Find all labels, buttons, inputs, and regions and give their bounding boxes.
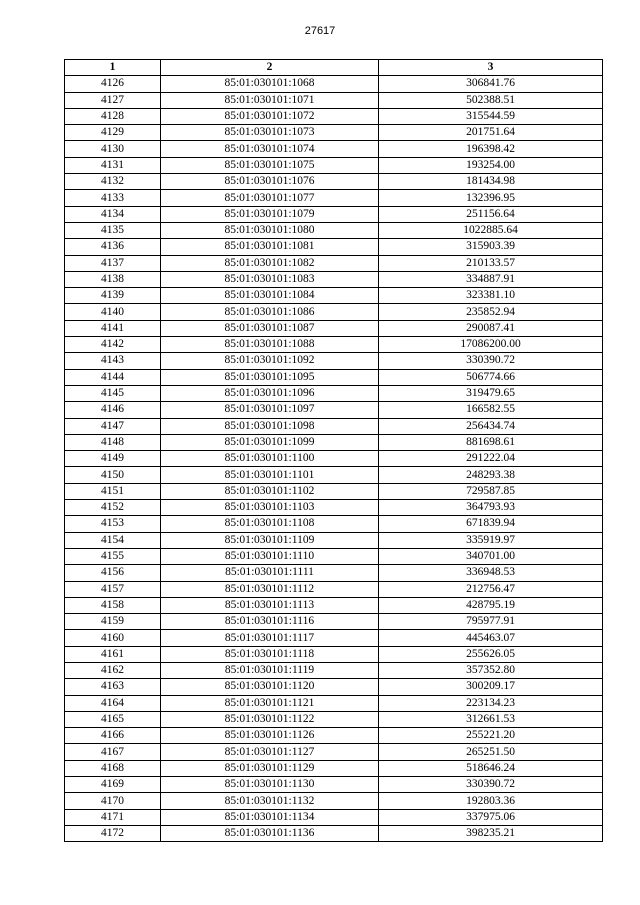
cadastral-number-cell: 85:01:030101:1077 bbox=[161, 190, 379, 206]
row-number-cell: 4136 bbox=[65, 239, 161, 255]
table-row bbox=[65, 565, 603, 581]
table-row bbox=[65, 157, 603, 173]
column-header: 2 bbox=[161, 60, 379, 76]
table-row bbox=[65, 108, 603, 124]
value-cell: 518646.24 bbox=[379, 760, 603, 776]
cadastral-number-cell: 85:01:030101:1136 bbox=[161, 825, 379, 841]
row-number-cell: 4157 bbox=[65, 581, 161, 597]
value-cell: 334887.91 bbox=[379, 271, 603, 287]
cadastral-number-cell: 85:01:030101:1098 bbox=[161, 418, 379, 434]
row-number-cell: 4172 bbox=[65, 825, 161, 841]
value-cell: 398235.21 bbox=[379, 825, 603, 841]
row-number-cell: 4128 bbox=[65, 108, 161, 124]
cadastral-number-cell: 85:01:030101:1096 bbox=[161, 385, 379, 401]
table-row bbox=[65, 760, 603, 776]
cadastral-number-cell: 85:01:030101:1101 bbox=[161, 467, 379, 483]
value-cell: 212756.47 bbox=[379, 581, 603, 597]
row-number-cell: 4150 bbox=[65, 467, 161, 483]
cadastral-number-cell: 85:01:030101:1113 bbox=[161, 597, 379, 613]
row-number-cell: 4141 bbox=[65, 320, 161, 336]
value-cell: 506774.66 bbox=[379, 369, 603, 385]
row-number-cell: 4130 bbox=[65, 141, 161, 157]
cadastral-number-cell: 85:01:030101:1068 bbox=[161, 76, 379, 92]
row-number-cell: 4161 bbox=[65, 646, 161, 662]
row-number-cell: 4158 bbox=[65, 597, 161, 613]
table-row bbox=[65, 532, 603, 548]
value-cell: 340701.00 bbox=[379, 548, 603, 564]
value-cell: 336948.53 bbox=[379, 565, 603, 581]
value-cell: 330390.72 bbox=[379, 353, 603, 369]
value-cell: 795977.91 bbox=[379, 614, 603, 630]
value-cell: 315544.59 bbox=[379, 108, 603, 124]
table-row bbox=[65, 288, 603, 304]
table-row bbox=[65, 402, 603, 418]
cadastral-number-cell: 85:01:030101:1117 bbox=[161, 630, 379, 646]
cadastral-number-cell: 85:01:030101:1079 bbox=[161, 206, 379, 222]
row-number-cell: 4171 bbox=[65, 809, 161, 825]
table-row bbox=[65, 125, 603, 141]
row-number-cell: 4162 bbox=[65, 662, 161, 678]
table-row bbox=[65, 320, 603, 336]
row-number-cell: 4165 bbox=[65, 711, 161, 727]
cadastral-number-cell: 85:01:030101:1082 bbox=[161, 255, 379, 271]
row-number-cell: 4142 bbox=[65, 337, 161, 353]
table-row bbox=[65, 337, 603, 353]
cadastral-number-cell: 85:01:030101:1127 bbox=[161, 744, 379, 760]
row-number-cell: 4135 bbox=[65, 222, 161, 238]
value-cell: 223134.23 bbox=[379, 695, 603, 711]
row-number-cell: 4170 bbox=[65, 793, 161, 809]
value-cell: 364793.93 bbox=[379, 500, 603, 516]
value-cell: 290087.41 bbox=[379, 320, 603, 336]
table-row bbox=[65, 793, 603, 809]
value-cell: 17086200.00 bbox=[379, 337, 603, 353]
cadastral-number-cell: 85:01:030101:1097 bbox=[161, 402, 379, 418]
cadastral-number-cell: 85:01:030101:1126 bbox=[161, 728, 379, 744]
value-cell: 881698.61 bbox=[379, 434, 603, 450]
table-row bbox=[65, 239, 603, 255]
row-number-cell: 4167 bbox=[65, 744, 161, 760]
cadastral-number-cell: 85:01:030101:1075 bbox=[161, 157, 379, 173]
row-number-cell: 4160 bbox=[65, 630, 161, 646]
cadastral-number-cell: 85:01:030101:1119 bbox=[161, 662, 379, 678]
cadastral-number-cell: 85:01:030101:1110 bbox=[161, 548, 379, 564]
table-row bbox=[65, 728, 603, 744]
column-header: 1 bbox=[65, 60, 161, 76]
table-row bbox=[65, 548, 603, 564]
table-row bbox=[65, 92, 603, 108]
value-cell: 306841.76 bbox=[379, 76, 603, 92]
table-row bbox=[65, 451, 603, 467]
cadastral-number-cell: 85:01:030101:1074 bbox=[161, 141, 379, 157]
value-cell: 251156.64 bbox=[379, 206, 603, 222]
table-row bbox=[65, 777, 603, 793]
table-row bbox=[65, 255, 603, 271]
table-row bbox=[65, 679, 603, 695]
table-row bbox=[65, 809, 603, 825]
cadastral-number-cell: 85:01:030101:1120 bbox=[161, 679, 379, 695]
cadastral-number-cell: 85:01:030101:1087 bbox=[161, 320, 379, 336]
cadastral-number-cell: 85:01:030101:1083 bbox=[161, 271, 379, 287]
table-row bbox=[65, 369, 603, 385]
table-row bbox=[65, 581, 603, 597]
page-number: 27617 bbox=[304, 25, 336, 37]
row-number-cell: 4166 bbox=[65, 728, 161, 744]
table-row bbox=[65, 614, 603, 630]
row-number-cell: 4126 bbox=[65, 76, 161, 92]
row-number-cell: 4145 bbox=[65, 385, 161, 401]
value-cell: 357352.80 bbox=[379, 662, 603, 678]
table-row bbox=[65, 141, 603, 157]
cadastral-number-cell: 85:01:030101:1076 bbox=[161, 174, 379, 190]
value-cell: 265251.50 bbox=[379, 744, 603, 760]
table-row bbox=[65, 222, 603, 238]
value-cell: 300209.17 bbox=[379, 679, 603, 695]
row-number-cell: 4168 bbox=[65, 760, 161, 776]
value-cell: 729587.85 bbox=[379, 483, 603, 499]
row-number-cell: 4143 bbox=[65, 353, 161, 369]
value-cell: 319479.65 bbox=[379, 385, 603, 401]
row-number-cell: 4163 bbox=[65, 679, 161, 695]
cadastral-number-cell: 85:01:030101:1081 bbox=[161, 239, 379, 255]
cadastral-number-cell: 85:01:030101:1092 bbox=[161, 353, 379, 369]
cadastral-number-cell: 85:01:030101:1100 bbox=[161, 451, 379, 467]
table-row bbox=[65, 467, 603, 483]
value-cell: 671839.94 bbox=[379, 516, 603, 532]
value-cell: 248293.38 bbox=[379, 467, 603, 483]
value-cell: 315903.39 bbox=[379, 239, 603, 255]
value-cell: 1022885.64 bbox=[379, 222, 603, 238]
table-header bbox=[65, 60, 603, 76]
value-cell: 502388.51 bbox=[379, 92, 603, 108]
table-row bbox=[65, 744, 603, 760]
row-number-cell: 4159 bbox=[65, 614, 161, 630]
value-cell: 330390.72 bbox=[379, 777, 603, 793]
value-cell: 256434.74 bbox=[379, 418, 603, 434]
data-table bbox=[64, 59, 603, 842]
cadastral-number-cell: 85:01:030101:1118 bbox=[161, 646, 379, 662]
row-number-cell: 4151 bbox=[65, 483, 161, 499]
value-cell: 428795.19 bbox=[379, 597, 603, 613]
row-number-cell: 4156 bbox=[65, 565, 161, 581]
cadastral-number-cell: 85:01:030101:1071 bbox=[161, 92, 379, 108]
row-number-cell: 4148 bbox=[65, 434, 161, 450]
value-cell: 445463.07 bbox=[379, 630, 603, 646]
cadastral-number-cell: 85:01:030101:1132 bbox=[161, 793, 379, 809]
cadastral-number-cell: 85:01:030101:1129 bbox=[161, 760, 379, 776]
table-row bbox=[65, 190, 603, 206]
cadastral-number-cell: 85:01:030101:1084 bbox=[161, 288, 379, 304]
row-number-cell: 4137 bbox=[65, 255, 161, 271]
row-number-cell: 4140 bbox=[65, 304, 161, 320]
cadastral-number-cell: 85:01:030101:1102 bbox=[161, 483, 379, 499]
cadastral-number-cell: 85:01:030101:1108 bbox=[161, 516, 379, 532]
table-row bbox=[65, 174, 603, 190]
cadastral-number-cell: 85:01:030101:1130 bbox=[161, 777, 379, 793]
cadastral-number-cell: 85:01:030101:1073 bbox=[161, 125, 379, 141]
cadastral-number-cell: 85:01:030101:1116 bbox=[161, 614, 379, 630]
table-row bbox=[65, 385, 603, 401]
table-row bbox=[65, 825, 603, 841]
row-number-cell: 4169 bbox=[65, 777, 161, 793]
value-cell: 132396.95 bbox=[379, 190, 603, 206]
value-cell: 291222.04 bbox=[379, 451, 603, 467]
row-number-cell: 4155 bbox=[65, 548, 161, 564]
table-row bbox=[65, 597, 603, 613]
table-row bbox=[65, 695, 603, 711]
table-row bbox=[65, 206, 603, 222]
table-row bbox=[65, 418, 603, 434]
column-header: 3 bbox=[379, 60, 603, 76]
cadastral-number-cell: 85:01:030101:1095 bbox=[161, 369, 379, 385]
row-number-cell: 4127 bbox=[65, 92, 161, 108]
table-row bbox=[65, 483, 603, 499]
cadastral-number-cell: 85:01:030101:1088 bbox=[161, 337, 379, 353]
cadastral-number-cell: 85:01:030101:1099 bbox=[161, 434, 379, 450]
value-cell: 210133.57 bbox=[379, 255, 603, 271]
value-cell: 255221.20 bbox=[379, 728, 603, 744]
cadastral-number-cell: 85:01:030101:1121 bbox=[161, 695, 379, 711]
row-number-cell: 4139 bbox=[65, 288, 161, 304]
cadastral-number-cell: 85:01:030101:1103 bbox=[161, 500, 379, 516]
row-number-cell: 4152 bbox=[65, 500, 161, 516]
cadastral-number-cell: 85:01:030101:1080 bbox=[161, 222, 379, 238]
table-row bbox=[65, 434, 603, 450]
row-number-cell: 4133 bbox=[65, 190, 161, 206]
table-row bbox=[65, 353, 603, 369]
row-number-cell: 4131 bbox=[65, 157, 161, 173]
value-cell: 196398.42 bbox=[379, 141, 603, 157]
cadastral-number-cell: 85:01:030101:1134 bbox=[161, 809, 379, 825]
value-cell: 312661.53 bbox=[379, 711, 603, 727]
value-cell: 255626.05 bbox=[379, 646, 603, 662]
table-row bbox=[65, 500, 603, 516]
row-number-cell: 4164 bbox=[65, 695, 161, 711]
value-cell: 166582.55 bbox=[379, 402, 603, 418]
value-cell: 193254.00 bbox=[379, 157, 603, 173]
row-number-cell: 4153 bbox=[65, 516, 161, 532]
table-row bbox=[65, 271, 603, 287]
row-number-cell: 4154 bbox=[65, 532, 161, 548]
value-cell: 335919.97 bbox=[379, 532, 603, 548]
value-cell: 192803.36 bbox=[379, 793, 603, 809]
row-number-cell: 4149 bbox=[65, 451, 161, 467]
row-number-cell: 4138 bbox=[65, 271, 161, 287]
header-row bbox=[65, 60, 603, 76]
row-number-cell: 4144 bbox=[65, 369, 161, 385]
cadastral-number-cell: 85:01:030101:1122 bbox=[161, 711, 379, 727]
row-number-cell: 4134 bbox=[65, 206, 161, 222]
table-row bbox=[65, 304, 603, 320]
cadastral-number-cell: 85:01:030101:1086 bbox=[161, 304, 379, 320]
value-cell: 323381.10 bbox=[379, 288, 603, 304]
table-row bbox=[65, 662, 603, 678]
cadastral-number-cell: 85:01:030101:1109 bbox=[161, 532, 379, 548]
row-number-cell: 4147 bbox=[65, 418, 161, 434]
table-body bbox=[65, 76, 603, 842]
value-cell: 181434.98 bbox=[379, 174, 603, 190]
table-row bbox=[65, 516, 603, 532]
cadastral-number-cell: 85:01:030101:1112 bbox=[161, 581, 379, 597]
row-number-cell: 4129 bbox=[65, 125, 161, 141]
value-cell: 201751.64 bbox=[379, 125, 603, 141]
table-row bbox=[65, 646, 603, 662]
value-cell: 337975.06 bbox=[379, 809, 603, 825]
table-row bbox=[65, 711, 603, 727]
table-row bbox=[65, 630, 603, 646]
row-number-cell: 4132 bbox=[65, 174, 161, 190]
cadastral-number-cell: 85:01:030101:1072 bbox=[161, 108, 379, 124]
cadastral-number-cell: 85:01:030101:1111 bbox=[161, 565, 379, 581]
table-row bbox=[65, 76, 603, 92]
row-number-cell: 4146 bbox=[65, 402, 161, 418]
value-cell: 235852.94 bbox=[379, 304, 603, 320]
